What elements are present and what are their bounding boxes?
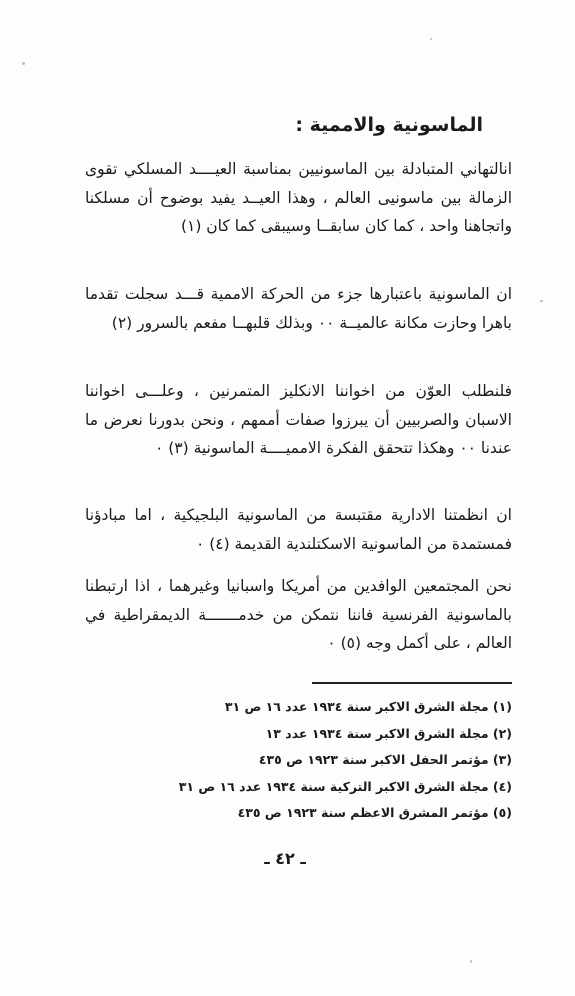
scan-speck xyxy=(470,960,472,963)
page-number: ـ ٤٢ ـ xyxy=(264,849,306,868)
paragraph-3: فلنطلب العوّن من اخواننا الانكليز المتمرنين ، وعلـــى اخواننا الاسبان والصربيين أن يبرزوا صفات أممهم ، ونحن بدورنا نعرض ما عندنا ٠٠ وهكذا تتحقق الفكرة الامميــــة الماسونية (٣) ٠ xyxy=(85,382,512,457)
footnote-4: (٤) مجلة الشرق الاكبر التركية سنة ١٩٣٤ عدد ١٦ ص ٣١ xyxy=(178,778,512,794)
scan-speck xyxy=(540,300,543,302)
paragraph-2: ان الماسونية باعتبارها جزء من الحركة الاممية قـــد سجلت تقدما باهرا وحازت مكانة عالميــة ٠٠ وبذلك قلبهــا مفعم بالسرور (٢) xyxy=(85,285,512,332)
footnote-3: (٣) مؤتمر الحفل الاكبر سنة ١٩٢٣ ص ٤٣٥ xyxy=(258,752,512,767)
section-heading: الماسونية والاممية : xyxy=(295,114,483,136)
footnote-1: (١) مجلة الشرق الاكبر سنة ١٩٣٤ عدد ١٦ ص ٣١ xyxy=(224,699,512,714)
paragraph-1: انالتهاني المتبادلة بين الماسونيين بمناسبة العيــــد المسلكي تقوى الزمالة بين ماسونيى العالم ، وهذا العيــد يفيد بوضوح أن مسلكنا واتجاهنا واحد ، كما كان سابقــا وسيبقى كما كان (١) xyxy=(85,160,512,235)
scan-speck xyxy=(22,62,25,65)
footnotes-list xyxy=(150,694,512,827)
paragraph-5: نحن المجتمعين الوافدين من أمريكا واسبانيا وغيرهما ، اذا ارتبطنا بالماسونية الفرنسية فاننا نتمكن من خدمـــــــة الديمقراطية في العالم ، على أكمل وجه (٥) ٠ xyxy=(85,577,512,652)
paragraph-4: ان انظمتنا الادارية مقتبسة من الماسونية البلجيكية ، اما مبادؤنا فمستمدة من الماسونية الاسكتلندية القديمة (٤) ٠ xyxy=(85,506,512,553)
footnote-separator xyxy=(312,682,512,684)
footnote-2: (٢) مجلة الشرق الاكبر سنة ١٩٣٤ عدد ١٣ xyxy=(265,725,512,741)
footnote-5: (٥) مؤتمر المشرق الاعظم سنة ١٩٢٣ ص ٤٣٥ xyxy=(237,805,512,820)
scan-speck xyxy=(430,38,432,40)
